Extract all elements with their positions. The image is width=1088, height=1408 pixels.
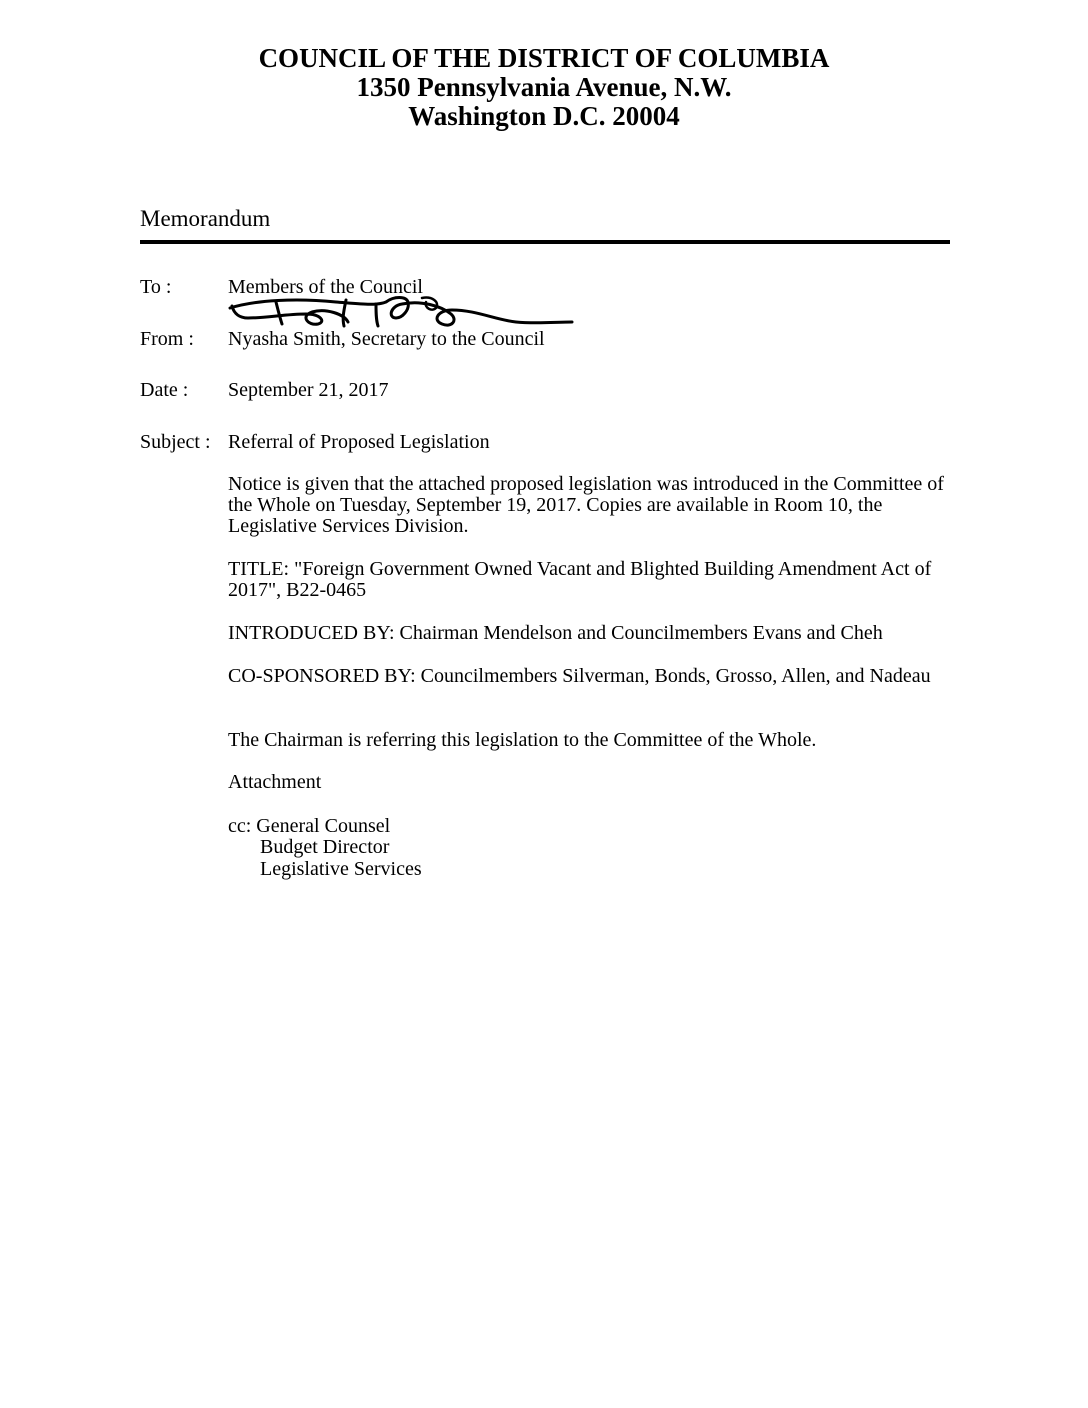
- date-value: September 21, 2017: [228, 379, 389, 401]
- from-label: From :: [140, 328, 194, 350]
- subject-value: Referral of Proposed Legislation: [228, 431, 490, 453]
- cc-budget-director: Budget Director: [260, 836, 390, 858]
- council-street-address: 1350 Pennsylvania Avenue, N.W.: [356, 72, 732, 102]
- subject-label: Subject :: [140, 431, 211, 453]
- introduced-by: INTRODUCED BY: Chairman Mendelson and Councilmembers Evans and Cheh: [228, 622, 883, 644]
- from-value: Nyasha Smith, Secretary to the Council: [228, 328, 545, 350]
- council-name: COUNCIL OF THE DISTRICT OF COLUMBIA: [258, 43, 830, 73]
- notice-paragraph: Notice is given that the attached proposed legislation was introduced in the Committee of the Whole on Tuesday, September 19, 2017. Copies are available in Room 10, the Legislative Services Division.: [228, 473, 944, 537]
- memo-title: Memorandum: [140, 206, 271, 231]
- date-label: Date :: [140, 379, 189, 401]
- cc-legislative-services: Legislative Services: [260, 858, 422, 880]
- to-label: To :: [140, 276, 172, 298]
- attachment-note: Attachment: [228, 771, 322, 793]
- header-divider: [140, 240, 950, 244]
- letterhead: [0, 44, 1088, 131]
- council-city-address: Washington D.C. 20004: [408, 101, 680, 131]
- co-sponsored-by: CO-SPONSORED BY: Councilmembers Silverman, Bonds, Grosso, Allen, and Nadeau: [228, 665, 931, 687]
- legislation-title: TITLE: "Foreign Government Owned Vacant and Blighted Building Amendment Act of 2017", B22-0465: [228, 558, 932, 601]
- to-value: Members of the Council: [228, 276, 423, 298]
- referral-statement: The Chairman is referring this legislation to the Committee of the Whole.: [228, 729, 817, 751]
- cc-general-counsel: cc: General Counsel: [228, 815, 391, 837]
